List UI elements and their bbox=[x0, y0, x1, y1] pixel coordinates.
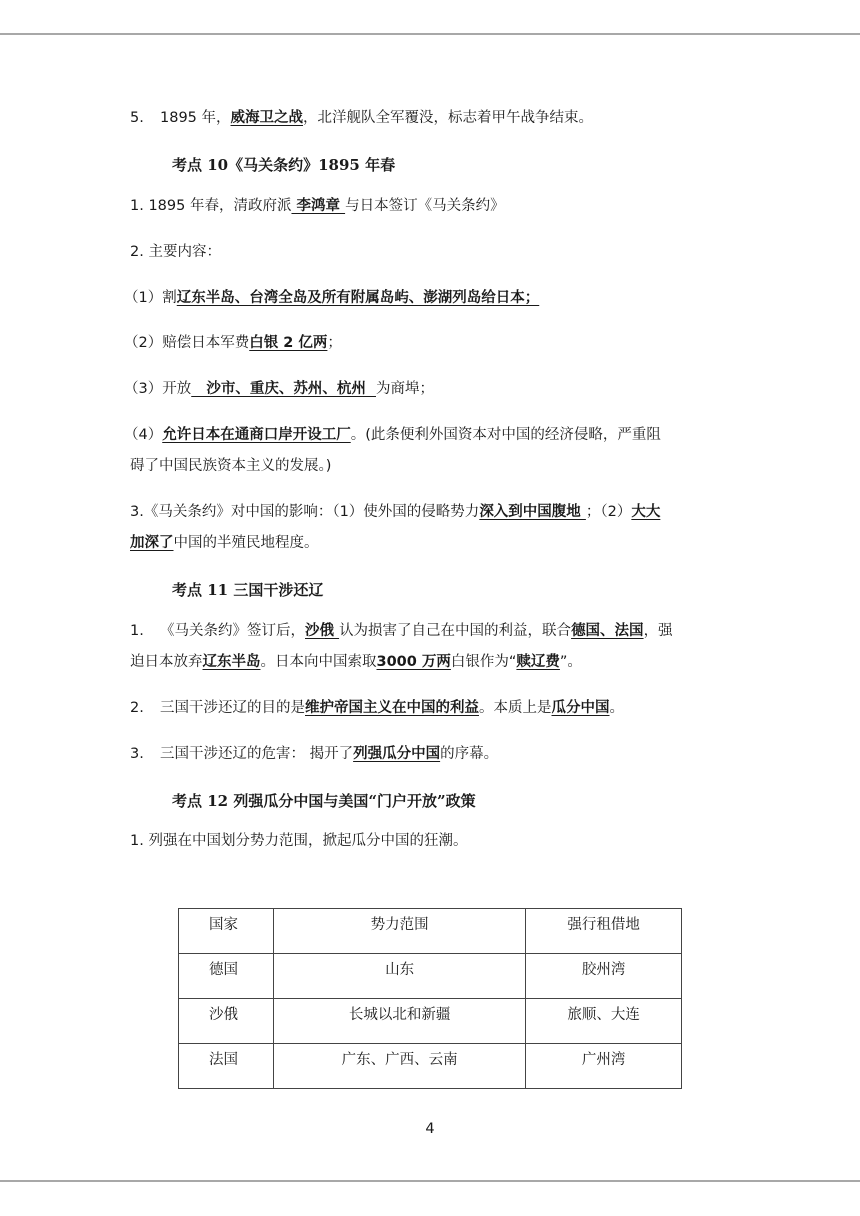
table-cell: 德国 bbox=[179, 954, 274, 999]
answer-blank: 李鸿章 bbox=[291, 198, 346, 214]
item-number: 5. bbox=[130, 110, 144, 126]
spheres-of-influence-table bbox=[178, 908, 682, 1089]
table-header-row bbox=[179, 909, 682, 954]
table-cell: 法国 bbox=[179, 1044, 274, 1089]
section-heading-12: 考点 12 列强瓜分中国与美国“门户开放”政策 bbox=[172, 792, 476, 810]
answer-blank: 3000 万两 bbox=[376, 654, 451, 670]
table-row bbox=[179, 999, 682, 1044]
table-header-cell: 势力范围 bbox=[273, 909, 525, 954]
s10-content-1: （1）割辽东半岛、台湾全岛及所有附属岛屿、澎湖列岛给日本； bbox=[124, 290, 540, 306]
s11-item-2: 2. 三国干涉还辽的目的是维护帝国主义在中国的利益。本质上是瓜分中国。 bbox=[130, 693, 730, 724]
item-5: 5. 1895 年，威海卫之战，北洋舰队全军覆没，标志着甲午战争结束。 bbox=[130, 103, 730, 134]
item-number: 3. bbox=[130, 746, 144, 762]
answer-blank: 加深了 bbox=[130, 535, 174, 551]
table-cell: 广州湾 bbox=[526, 1044, 682, 1089]
answer-blank: 维护帝国主义在中国的利益 bbox=[305, 700, 479, 716]
s10-item-3: 3.《马关条约》对中国的影响：（1）使外国的侵略势力深入到中国腹地 ；（2）大大 bbox=[130, 504, 661, 520]
s12-item-1: 1. 列强在中国划分势力范围，掀起瓜分中国的狂潮。 bbox=[130, 833, 468, 849]
answer-blank: 辽东半岛 bbox=[202, 654, 261, 670]
s10-content-4: （4）允许日本在通商口岸开设工厂。(此条便利外国资本对中国的经济侵略，严重阻 bbox=[124, 427, 661, 443]
answer-blank: 列强瓜分中国 bbox=[353, 746, 441, 762]
answer-blank: 赎辽费 bbox=[516, 654, 560, 670]
header-rule bbox=[0, 33, 860, 35]
table-header-cell: 国家 bbox=[179, 909, 274, 954]
s10-content-2: （2）赔偿日本军费白银 2 亿两； bbox=[124, 335, 342, 351]
page-number: 4 bbox=[425, 1121, 435, 1137]
answer-blank: 深入到中国腹地 bbox=[479, 504, 586, 520]
s11-item-1-cont: 迫日本放弃辽东半岛。日本向中国索取3000 万两白银作为“赎辽费”。 bbox=[130, 654, 582, 670]
answer-blank: 辽东半岛、台湾全岛及所有附属岛屿、澎湖列岛给日本； bbox=[176, 290, 540, 306]
table-cell: 沙俄 bbox=[179, 999, 274, 1044]
answer-blank: 威海卫之战 bbox=[230, 110, 304, 126]
section-heading-10: 考点 10《马关条约》1895 年春 bbox=[172, 156, 396, 174]
table-header-cell: 强行租借地 bbox=[526, 909, 682, 954]
table-row bbox=[179, 954, 682, 999]
answer-blank: 德国、法国 bbox=[571, 623, 644, 639]
answer-blank: 沙俄 bbox=[305, 623, 340, 639]
table-cell: 胶州湾 bbox=[526, 954, 682, 999]
footer-rule bbox=[0, 1180, 860, 1182]
table-cell: 山东 bbox=[273, 954, 525, 999]
s10-content-4-cont: 碍了中国民族资本主义的发展。) bbox=[130, 458, 332, 474]
answer-blank: 允许日本在通商口岸开设工厂 bbox=[162, 427, 351, 443]
s10-item-1: 1. 1895 年春，清政府派 李鸿章 与日本签订《马关条约》 bbox=[130, 198, 505, 214]
answer-blank: 瓜分中国 bbox=[551, 700, 610, 716]
answer-blank: 白银 2 亿两 bbox=[249, 335, 328, 351]
table-cell: 旅顺、大连 bbox=[526, 999, 682, 1044]
section-heading-11: 考点 11 三国干涉还辽 bbox=[172, 581, 324, 599]
s10-item-3-cont: 加深了中国的半殖民地程度。 bbox=[130, 535, 319, 551]
s11-item-3: 3. 三国干涉还辽的危害： 揭开了列强瓜分中国的序幕。 bbox=[130, 739, 730, 770]
table-cell: 长城以北和新疆 bbox=[273, 999, 525, 1044]
item-number: 1. bbox=[130, 623, 144, 639]
answer-blank: 沙市、重庆、苏州、杭州 bbox=[191, 381, 376, 397]
s11-item-1: 1. 《马关条约》签订后，沙俄 认为损害了自己在中国的利益，联合德国、法国，强 bbox=[130, 616, 730, 647]
s10-content-3: （3）开放 沙市、重庆、苏州、杭州 为商埠； bbox=[124, 381, 434, 397]
s10-item-2: 2. 主要内容： bbox=[130, 244, 221, 260]
table-cell: 广东、广西、云南 bbox=[273, 1044, 525, 1089]
item-number: 2. bbox=[130, 700, 144, 716]
answer-blank: 大大 bbox=[631, 504, 661, 520]
table-row bbox=[179, 1044, 682, 1089]
